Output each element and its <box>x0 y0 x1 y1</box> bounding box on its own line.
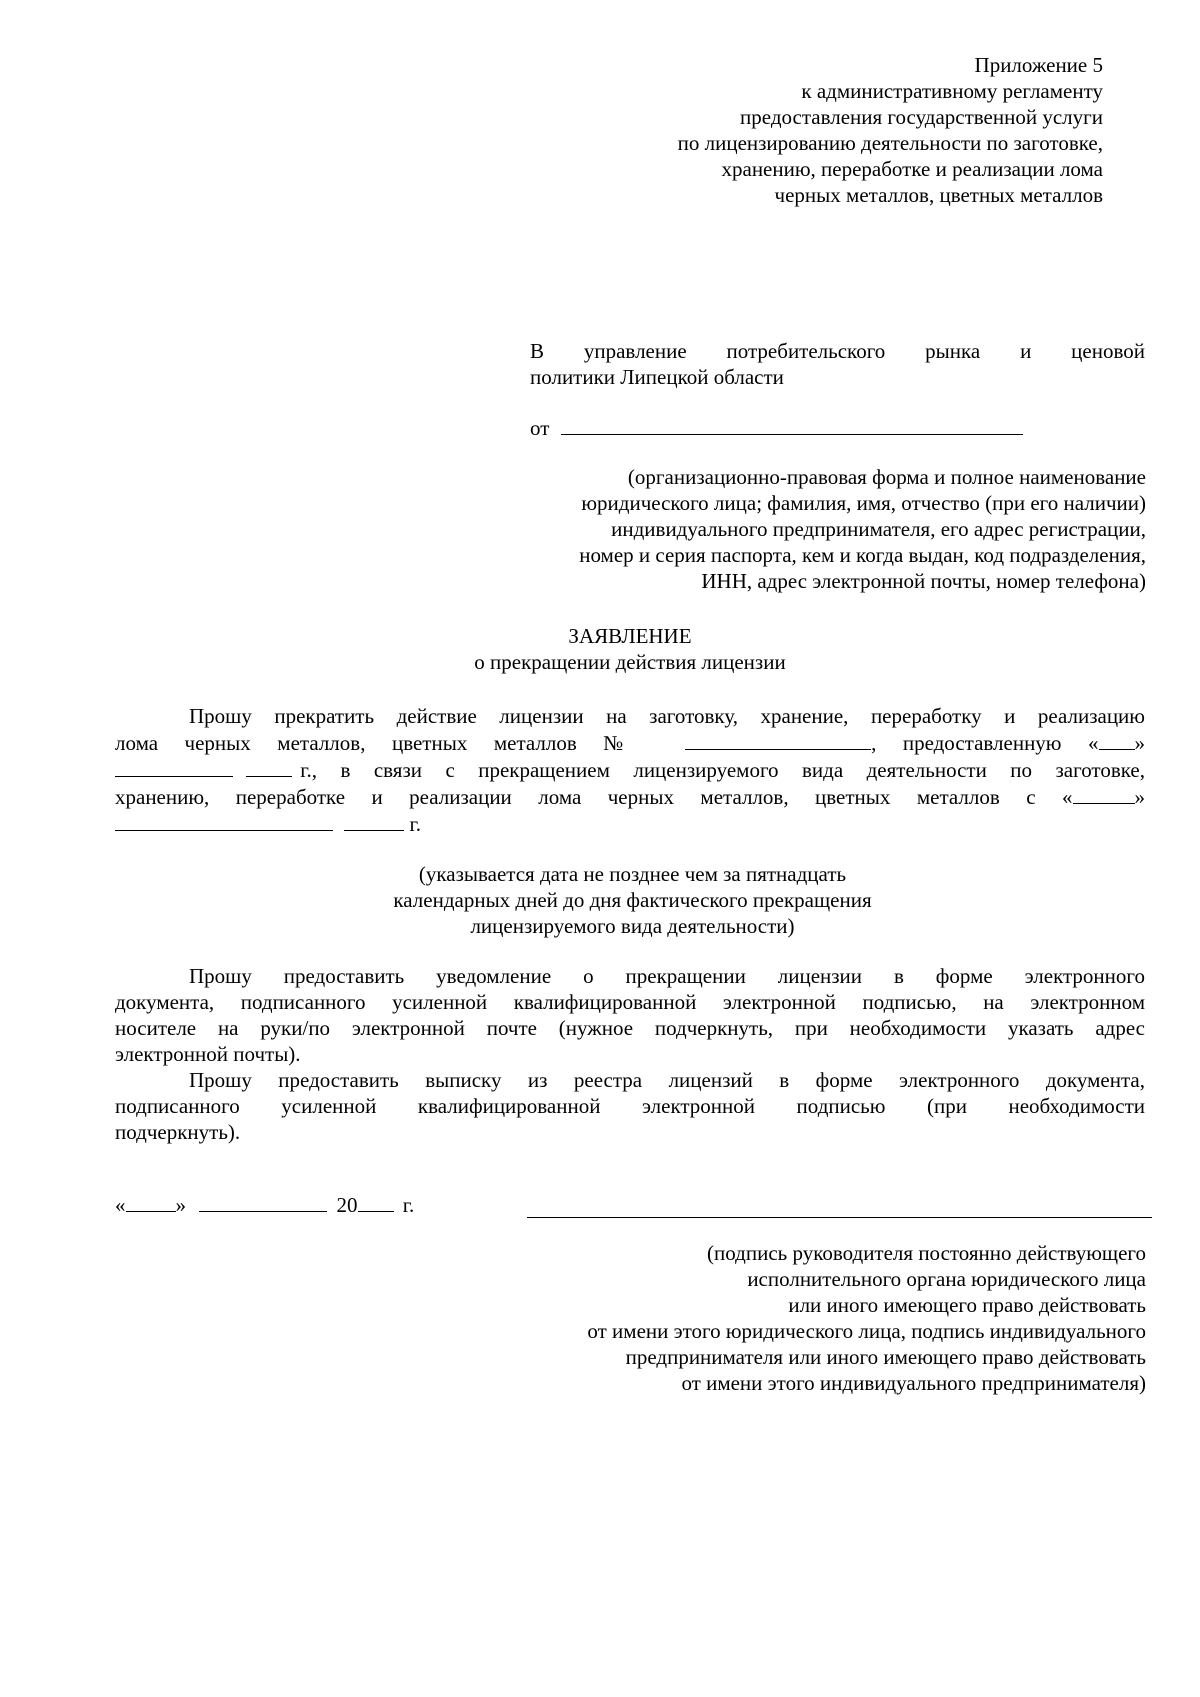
request1-line2c: » <box>1134 731 1146 755</box>
date-close-quote: » <box>175 1193 186 1217</box>
appendix-block <box>403 52 1103 208</box>
hint-line: юридического лица; фамилия, имя, отчество (при его наличии) <box>581 491 1146 515</box>
issue-day-field[interactable] <box>1099 729 1135 750</box>
sign-month-field[interactable] <box>199 1191 327 1212</box>
request-paragraph-3 <box>115 1067 1145 1145</box>
request2-line: электронной почты). <box>115 1042 301 1066</box>
request3-line: Прошу предоставить выписку из реестра лицензий в форме электронного документа, <box>189 1068 1145 1092</box>
addressee-line: политики Липецкой области <box>530 365 784 389</box>
request2-line: Прошу предоставить уведомление о прекращении лицензии в форме электронного <box>189 964 1145 988</box>
signature-hint-line: от имени этого юридического лица, подпись индивидуального <box>587 1319 1146 1343</box>
hint-line: (организационно-правовая форма и полное наименование <box>627 465 1146 489</box>
request1-line1: Прошу прекратить действие лицензии на заготовку, хранение, переработку и реализацию <box>189 704 1145 728</box>
signature-hint <box>446 1240 1146 1396</box>
from-row <box>530 414 1050 441</box>
sign-year-field[interactable] <box>358 1191 394 1212</box>
request2-line: носителе на руки/по электронной почте (нужное подчеркнуть, при необходимости указать адрес <box>115 1016 1145 1040</box>
signature-hint-line: (подпись руководителя постоянно действующего <box>707 1241 1146 1265</box>
addressee-line: В управление потребительского рынка и ценовой <box>530 339 1145 363</box>
from-field[interactable] <box>561 414 1023 435</box>
signature-line[interactable] <box>527 1217 1152 1218</box>
date-hint-line: лицензируемого вида деятельности) <box>470 914 795 938</box>
request1-line4a: хранению, переработке и реализации лома черных металлов, цветных металлов с « <box>115 785 1073 809</box>
addressee-block <box>530 338 1145 390</box>
appendix-line: Приложение 5 <box>974 53 1103 77</box>
appendix-line: по лицензированию деятельности по заготовке, <box>677 131 1103 155</box>
signature-hint-line: исполнительного органа юридического лица <box>747 1267 1146 1291</box>
request1-line2b: , предоставленную « <box>871 731 1099 755</box>
request1-line4b: » <box>1134 785 1145 809</box>
signature-hint-line: от имени этого индивидуального предпринимателя) <box>681 1371 1146 1395</box>
end-year-field[interactable] <box>344 810 404 831</box>
date-hint-line: календарных дней до дня фактического прекращения <box>393 888 872 912</box>
signature-hint-line: или иного имеющего право действовать <box>788 1293 1146 1317</box>
date-hint <box>250 861 1015 939</box>
hint-line: ИНН, адрес электронной почты, номер телефона) <box>701 569 1146 593</box>
date-line <box>115 1191 414 1218</box>
request1-line2a: лома черных металлов, цветных металлов № <box>115 731 645 755</box>
date-year-suffix: г. <box>402 1193 415 1217</box>
sign-day-field[interactable] <box>126 1191 176 1212</box>
applicant-hint <box>446 464 1146 594</box>
title-main: ЗАЯВЛЕНИЕ <box>568 624 692 648</box>
date-year-prefix: 20 <box>336 1193 358 1217</box>
hint-line: индивидуального предпринимателя, его адрес регистрации, <box>611 517 1146 541</box>
appendix-line: к административному регламенту <box>801 79 1103 103</box>
request1-line3a: г., в связи с прекращением лицензируемого вида деятельности по заготовке, <box>300 758 1145 782</box>
date-hint-line: (указывается дата не позднее чем за пятнадцать <box>418 862 847 886</box>
request2-line: документа, подписанного усиленной квалифицированной электронной подписью, на электронном <box>115 990 1145 1014</box>
appendix-line: черных металлов, цветных металлов <box>774 183 1103 207</box>
license-number-field[interactable] <box>685 729 871 750</box>
signature-hint-line: предпринимателя или иного имеющего право действовать <box>625 1345 1146 1369</box>
date-open-quote: « <box>115 1193 126 1217</box>
hint-line: номер и серия паспорта, кем и когда выдан, код подразделения, <box>579 543 1146 567</box>
appendix-line: хранению, переработке и реализации лома <box>721 157 1103 181</box>
end-month-field[interactable] <box>115 810 333 831</box>
request-paragraph-2 <box>115 963 1145 1067</box>
appendix-line: предоставления государственной услуги <box>740 105 1103 129</box>
end-day-field[interactable] <box>1073 783 1135 804</box>
request3-line: подписанного усиленной квалифицированной электронной подписью (при необходимости <box>115 1094 1145 1118</box>
request3-line: подчеркнуть). <box>115 1120 241 1144</box>
document-title <box>300 623 960 675</box>
issue-year-field[interactable] <box>246 756 292 777</box>
title-sub: о прекращении действия лицензии <box>474 650 786 674</box>
request-paragraph-1 <box>115 703 1145 837</box>
issue-month-field[interactable] <box>115 756 233 777</box>
from-label: от <box>530 416 550 440</box>
request1-line5a: г. <box>409 812 421 836</box>
